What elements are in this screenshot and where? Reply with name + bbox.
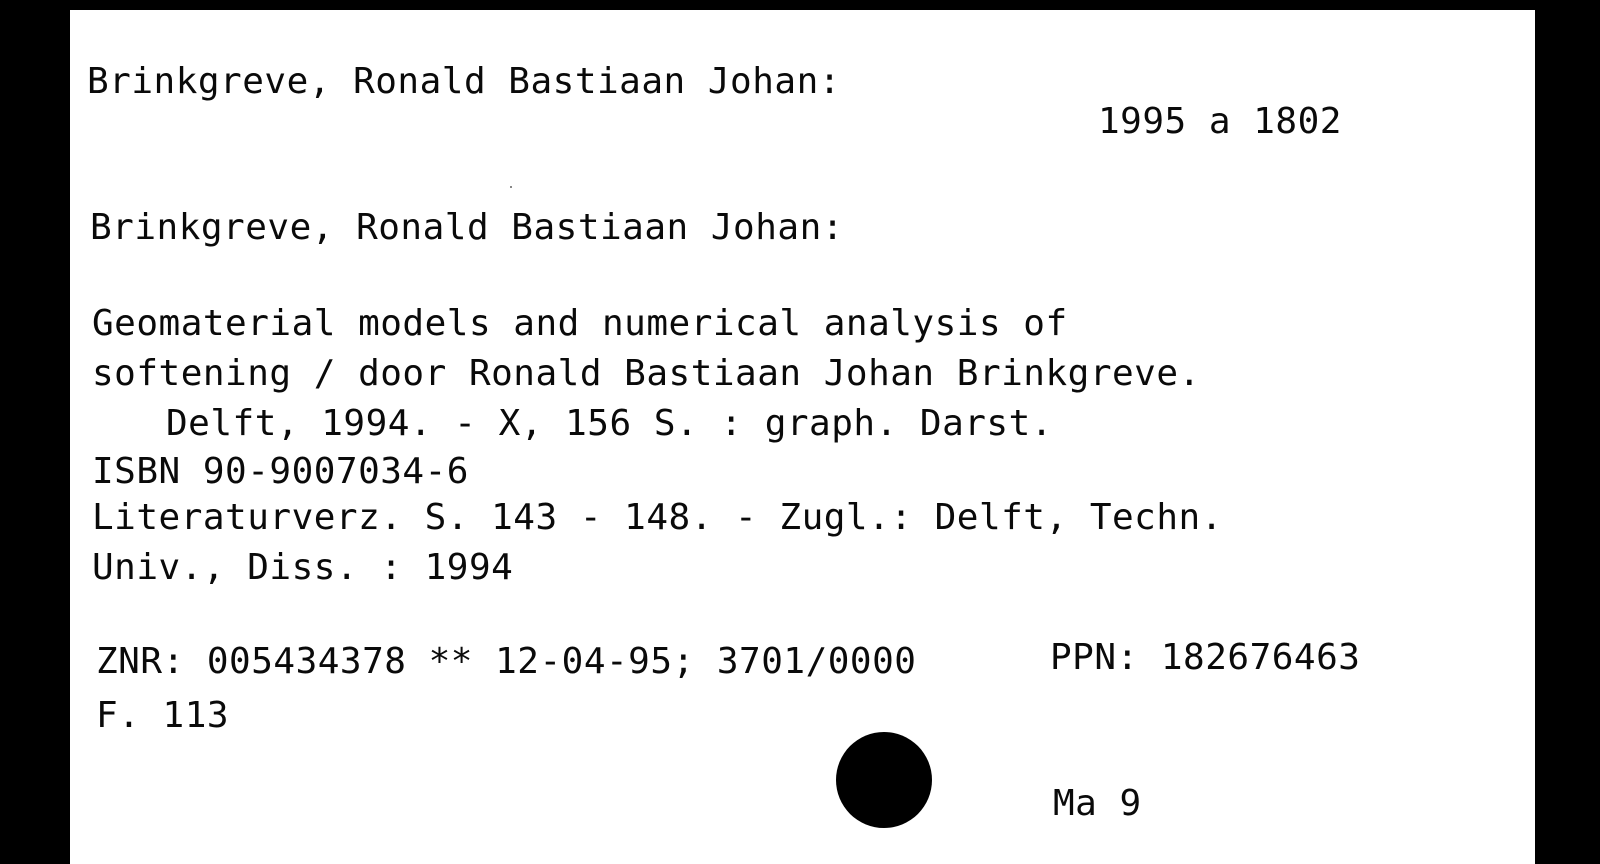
notes-line-2: Univ., Diss. : 1994 bbox=[92, 547, 514, 588]
ppn: PPN: 182676463 bbox=[1050, 637, 1361, 678]
catalog-card bbox=[70, 10, 1535, 864]
title-line-1: Geomaterial models and numerical analysis of bbox=[92, 303, 1068, 344]
shelfmark: 1995 a 1802 bbox=[1098, 101, 1342, 142]
imprint: Delft, 1994. - X, 156 S. : graph. Darst. bbox=[166, 403, 1053, 444]
scan-speck-right bbox=[1578, 219, 1583, 222]
znr-line: ZNR: 005434378 ** 12-04-95; 3701/0000 bbox=[96, 641, 917, 682]
notes-line-1: Literaturverz. S. 143 - 148. - Zugl.: Delft, Techn. bbox=[92, 497, 1223, 538]
isbn: ISBN 90-9007034-6 bbox=[92, 451, 469, 492]
scan-speck bbox=[510, 186, 512, 188]
heading-author: Brinkgreve, Ronald Bastiaan Johan: bbox=[87, 61, 841, 102]
author-entry: Brinkgreve, Ronald Bastiaan Johan: bbox=[90, 207, 844, 248]
punch-hole bbox=[836, 732, 932, 828]
location-code: Ma 9 bbox=[1053, 783, 1142, 824]
field-code: F. 113 bbox=[96, 695, 230, 736]
title-line-2: softening / door Ronald Bastiaan Johan Brinkgreve. bbox=[92, 353, 1201, 394]
